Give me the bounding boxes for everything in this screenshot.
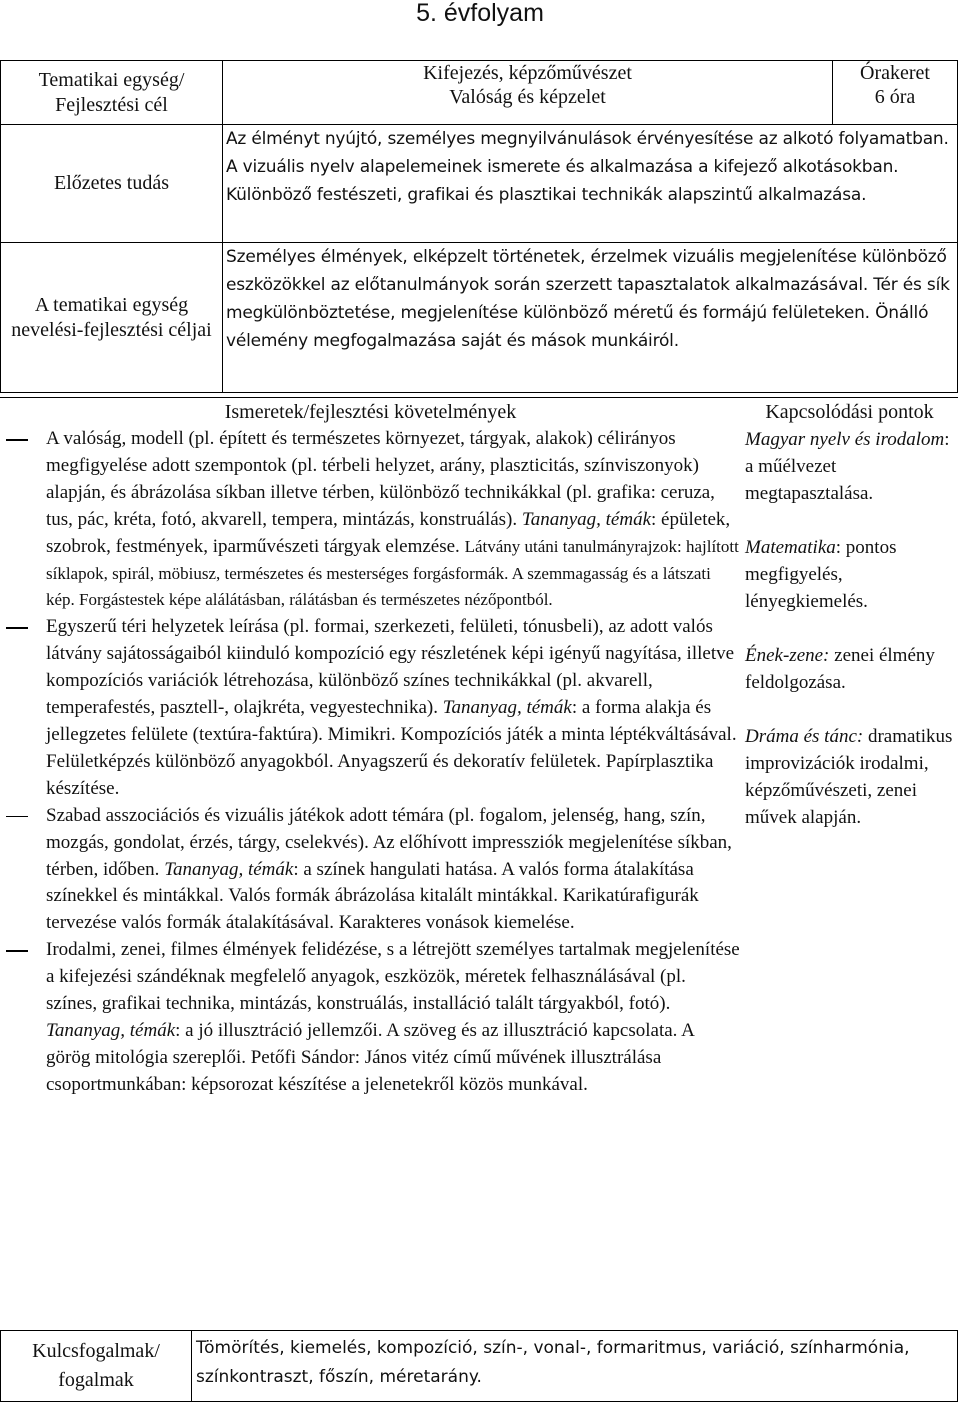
unit-title-line2: Valóság és képzelet (449, 86, 606, 108)
requirements-list (0, 426, 741, 1099)
keywords-text: Tömörítés, kiemelés, kompozíció, szín-, vonal-, formaritmus, variáció, színharmónia, színkontraszt, főszín, méretarány. (192, 1331, 958, 1402)
item-topic-label: Tananyag, témák (442, 697, 572, 719)
link-text: zenei élmény feldolgozása. (745, 645, 935, 693)
goals-label: A tematikai egység nevelési-fejlesztési céljai (1, 243, 223, 393)
link-math (745, 534, 958, 615)
prior-knowledge-text: Az élményt nyújtó, személyes megnyilvánulások érvényesítése az alkotó folyamatban. A vizuális nyelv alapelemeinek ismerete és alkalmazása a kifejező alkotásokban. Különböző festészeti, grafikai és plasztikai technikák alapszintű alkalmazása. (223, 125, 958, 243)
list-item (6, 803, 741, 938)
dash-icon (6, 614, 28, 629)
links-header: Kapcsolódási pontok (741, 398, 958, 427)
subject-name: Magyar nyelv és irodalom (745, 429, 945, 450)
item-topic-label: Tananyag, témák (46, 1019, 176, 1041)
hours-label: Órakeret (860, 62, 930, 84)
item-text: Szabad asszociációs és vizuális játékok adott témára (pl. fogalom, jelenség, hang, szín, mozgás, gondolat, érzés, tárgy, cselekvés). Az előhívott impressziók megjelenítése síkban, térben, időben. (46, 804, 732, 880)
link-text: : pontos megfigyelés, lényegkiemelés. (745, 537, 897, 612)
unit-table (0, 60, 958, 393)
item-topic-label: Tananyag, témák (164, 858, 294, 880)
keywords-label: Kulcsfogalmak/ fogalmak (1, 1331, 192, 1402)
item-text: Egyszerű téri helyzetek leírása (pl. formai, szerkezeti, felületi, tónusbeli), az adott valós látvány sajátosságaiból kiinduló kompozíció egy részletének képi igényű nagyítása, illetve kompozíciós variációk létrehozása, különböző színes technikákkal (pl. akvarell, temperafestés, pasztell-, olajkréta, vegyestechnika). (46, 616, 735, 719)
unit-label: Tematikai egység/ Fejlesztési cél (1, 61, 223, 125)
dash-icon (6, 937, 28, 952)
subject-name: Dráma és tánc: (745, 726, 864, 747)
link-text: : a műélvezet megtapasztalása. (745, 429, 950, 504)
list-item (6, 614, 741, 802)
dash-icon (6, 803, 28, 818)
subject-name: Matematika (745, 537, 836, 558)
item-topic-label: Tananyag, témák (521, 508, 652, 530)
link-text: dramatikus improvizációk irodalmi, képzőművészeti, zenei művek alapján. (745, 726, 953, 828)
keywords-table (0, 1330, 958, 1402)
prior-knowledge-label: Előzetes tudás (1, 125, 223, 243)
requirements-header: Ismeretek/fejlesztési követelmények (0, 398, 741, 427)
link-hungarian (745, 426, 958, 507)
goals-text: Személyes élmények, elképzelt történetek, érzelmek vizuális megjelenítése különböző eszközökkel az előtanulmányok során szerzett tapasztalatok alkalmazásával. Tér és sík megkülönböztetése, megjelenítése különböző méretű és formájú felületeken. Önálló vélemény megfogalmazása saját és mások munkáiról. (223, 243, 958, 393)
item-text: : a jó illusztráció jellemzői. A szöveg és az illusztráció kapcsolata. A görög mitológia szereplői. Petőfi Sándor: János vitéz című művének illusztrálása csoportmunkában: képsorozat készítése a jelenetekről közös munkával. (46, 1019, 694, 1095)
grade-title: 5. évfolyam (416, 0, 544, 27)
item-text: : a színek hangulati hatása. A valós forma átalakítása színekkel és mintákkal. Valós formák ábrázolása kitalált mintákkal. Karikatúrafigurák tervezése valós formák átalakításával. Karakteres vonások kiemelése. (46, 858, 699, 934)
dash-icon (6, 426, 28, 441)
link-drama (745, 723, 958, 831)
item-text: Látvány utáni tanulmányrajzok: hajlított síklapok, spirál, möbiusz, természetes és mesterséges forgásformák. A szemmagasság és a látszati kép. Forgástestek képe alálátásban, rálátásban és természetes nézőpontból. (46, 536, 739, 610)
list-item (6, 426, 741, 614)
item-text: : a forma alakja és jellegzetes felülete (textúra-faktúra). Mimikri. Kompozíciós játék a minta léptékváltásával. Felületképzés különböző anyagokból. Anyagszerű és dekoratív felületek. Papírplasztika készítése. (46, 697, 737, 799)
unit-title (223, 61, 833, 125)
unit-title-line1: Kifejezés, képzőművészet (423, 62, 632, 84)
item-text: Irodalmi, zenei, filmes élmények felidézése, s a létrejött személyes tartalmak megjelenítése a kifejezési szándéknak megfelelő anyagok, eszközök, méretek felhasználásával (pl. színes, grafikai technika, mintázás, konstruálás, installáció talált tárgyakból, fotó). (46, 939, 740, 1015)
hours-value: 6 óra (874, 86, 916, 108)
item-text: A valóság, modell (pl. épített és természetes környezet, tárgyak, alakok) célirányos megfigyelése adott szempontok (pl. térbeli helyzet, arány, plaszticitás, színviszonyok) alapján, és ábrázolása síkban illetve térben, különböző technikákkal (pl. grafika: ceruza, tus, pác, kréta, fotó, akvarell, tempera, mintázás, konstruálás). (46, 428, 715, 530)
list-item (6, 937, 741, 1098)
links-list (741, 426, 958, 1099)
link-music (745, 642, 958, 696)
hours-cell (833, 61, 958, 125)
requirements-table (0, 397, 958, 1099)
item-text: : épületek, szobrok, festmények, iparművészeti tárgyak elemzése. (46, 508, 731, 557)
subject-name: Ének-zene: (745, 645, 830, 666)
